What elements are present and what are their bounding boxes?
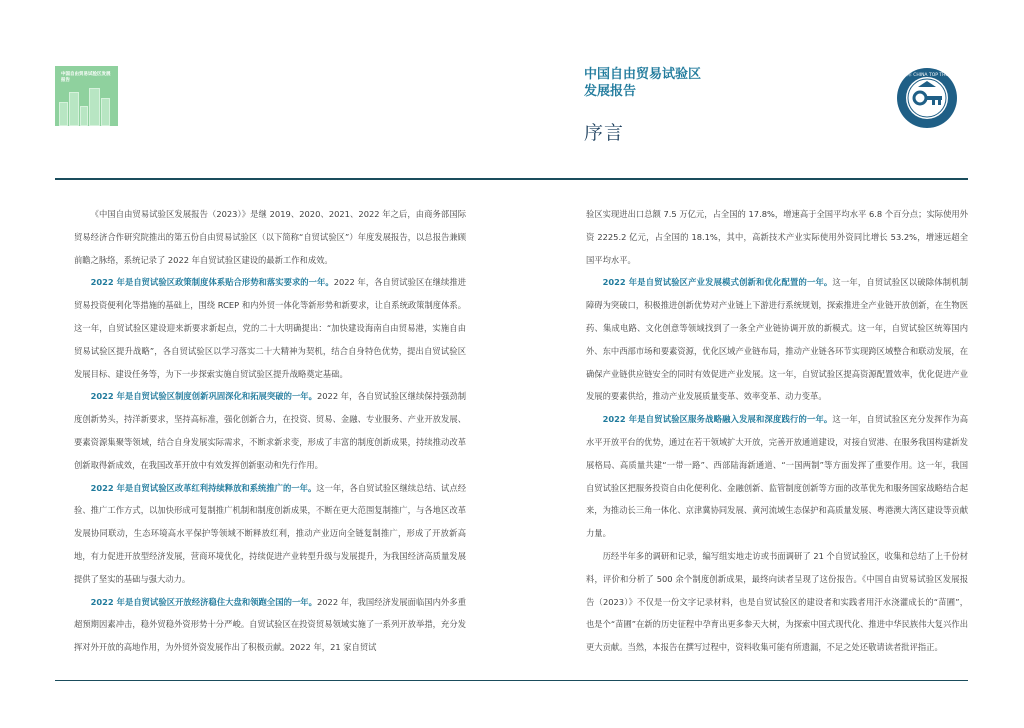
- left-column: [74, 203, 466, 659]
- paragraph-text: 2022 年，我国经济发展面临国内外多重超预期因素冲击，稳外贸稳外资形势十分严峻。自贸试验区在投资贸易领域实施了一系列开放举措，充分发挥对外开放的高地作用，为外贸外资发展作出了积极贡献。2022 年，21 家自贸试: [74, 596, 466, 653]
- footer-rule: [55, 680, 968, 681]
- logo-text: 中国自由贸易试验区发展报告: [61, 72, 111, 83]
- think-tank-seal-icon: [884, 67, 970, 129]
- logo-building: [89, 88, 100, 126]
- paragraph-text: 这一年，自贸试验区以破除体制机制障碍为突破口，积极推进创新优势对产业链上下游进行系统规划，探索推进全产业链开放创新，在生物医药、集成电路、文化创意等领域找到了一条全产业链协调开放的新模式。这一年，自贸试验区统筹国内外、东中西部市场和要素资源，优化区域产业链布局，推动产业链各环节实现跨区域整合和联动发展，在确保产业链供应链安全的同时有效促进产业发展。这一年，自贸试验区提高资源配置效率，优化促进产业发展的要素供给，推动产业发展质量变革、效率变革、动力变革。: [586, 277, 968, 402]
- report-title: [584, 66, 701, 100]
- paragraph-text: 2022 年，各自贸试验区继续保持强劲制度创新势头，持洋新要求，坚持高标准，强化创新合力，在投资、贸易、金融、专业服务、产业开放发展、要素资源集聚等领域，结合自身发展实际需求，不断求新求变，形成了丰富的制度创新成果，持续推动改革创新取得新成效，在我国改革开放中有效发挥创新驱动和先行作用。: [74, 391, 466, 470]
- right-column: [586, 203, 968, 659]
- paragraph: [74, 385, 466, 476]
- report-logo: [55, 66, 118, 126]
- paragraph: [586, 408, 968, 545]
- paragraph-text: 历经半年多的调研和记录，编写组实地走访或书面调研了 21 个自贸试验区，收集和总结了上千份材料，评价和分析了 500 余个制度创新成果，最终向读者呈现了这份报告。《中国自由贸易试验区发展报告（2023）》不仅是一份文字记录材料，也是自贸试验区的建设者和实践者用汗水浇灌成长的“苗圃”，也是个“苗圃”在新的历史征程中孕育出更多参天大树，为探索中国式现代化、推进中华民族伟大复兴作出更大贡献。当然，本报告在撰写过程中，资料收集可能有所遗漏，不足之处还敬请读者批评指正。: [586, 550, 968, 653]
- logo-building: [101, 98, 110, 126]
- paragraph: [74, 591, 466, 659]
- paragraph-heading: 2022 年是自贸试验区服务战略融入发展和深度践行的一年。: [602, 414, 833, 425]
- header-rule: [55, 178, 968, 180]
- logo-building: [80, 106, 88, 126]
- paragraph-heading: 2022 年是自贸试验区政策制度体系贴合形势和落实要求的一年。: [90, 277, 334, 288]
- paragraph-text: 2022 年，各自贸试验区在继续推进贸易投资便利化等措施的基础上，围绕 RCEP 和内外贸一体化等新形势和新要求，让自系统政策制度体系。这一年，自贸试验区建设迎来新要求新起点，党的二十大明确提出：“加快建设海南自由贸易港，实施自由贸易试验区提升战略”，各自贸试验区以学习落实二十大精神为契机，结合自身特色优势，提出自贸试验区发展目标、建设任务等，为下一步探索实施自贸试验区提升战略奠定基础。: [74, 277, 466, 379]
- paragraph: [586, 203, 968, 271]
- paragraph-text: 这一年，各自贸试验区继续总结、试点经验、推广工作方式，以加快形成可复制推广机制和制度创新成果，不断在更大范围复制推广，与各地区改革发展协同联动，生态环境高水平保护等领域不断释放红利，推动产业迈向全链复制推广，形成了开放新高地，有力促进开放型经济发展，营商环境优化，持续促进产业转型升级与发展提升，为我国经济高质量发展提供了坚实的基础与强大动力。: [74, 482, 466, 584]
- paragraph-heading: 2022 年是自贸试验区制度创新巩固深化和拓展突破的一年。: [90, 391, 317, 402]
- report-title-line2: 发展报告: [584, 84, 637, 99]
- section-title: 序言: [584, 122, 625, 144]
- paragraph: [586, 271, 968, 408]
- paragraph-text: 验区实现进出口总额 7.5 万亿元，占全国的 17.8%，增速高于全国平均水平 6.8 个百分点；实际使用外资 2225.2 亿元，占全国的 18.1%，其中，高新技术产业实际使用外资同比增长 53.2%，增速远超全国平均水平。: [586, 209, 968, 265]
- paragraph-heading: 2022 年是自贸试验区开放经济稳住大盘和领跑全国的一年。: [90, 596, 317, 607]
- paragraph: [586, 545, 968, 659]
- logo-building: [59, 102, 68, 126]
- paragraph: [74, 477, 466, 591]
- logo-building: [69, 92, 79, 126]
- paragraph: [74, 271, 466, 385]
- seal-text: 国家高端智库 CHINA TOP THINK TANKS: [884, 73, 970, 78]
- paragraph-heading: 2022 年是自贸试验区产业发展模式创新和优化配置的一年。: [602, 277, 833, 288]
- paragraph: [74, 203, 466, 271]
- report-title-line1: 中国自由贸易试验区: [584, 67, 702, 82]
- paragraph-text: 这一年，自贸试验区充分发挥作为高水平开放平台的优势，通过在若干领域扩大开放，完善开放通道建设，对接自贸港、在服务我国构建新发展格局、高质量共建“一带一路”、西部陆海新通道、“一国两制”等方面发挥了重要作用。这一年，我国自贸试验区把服务投资自由化便利化、金融创新、监管制度创新等方面的改革优先和服务国家战略结合起来，为推动长三角一体化、京津冀协同发展、黄河流域生态保护和高质量发展、粤港澳大湾区建设等贡献力量。: [586, 414, 968, 539]
- paragraph-text: 《中国自由贸易试验区发展报告（2023）》是继 2019、2020、2021、2022 年之后，由商务部国际贸易经济合作研究院推出的第五份自由贸易试验区（以下简称“自贸试验区”）年度发展报告，以总报告兼顾前瞻之脉络，系统记录了 2022 年自贸试验区建设的最新工作和成效。: [74, 209, 466, 265]
- paragraph-heading: 2022 年是自贸试验区改革红利持续释放和系统推广的一年。: [90, 482, 317, 493]
